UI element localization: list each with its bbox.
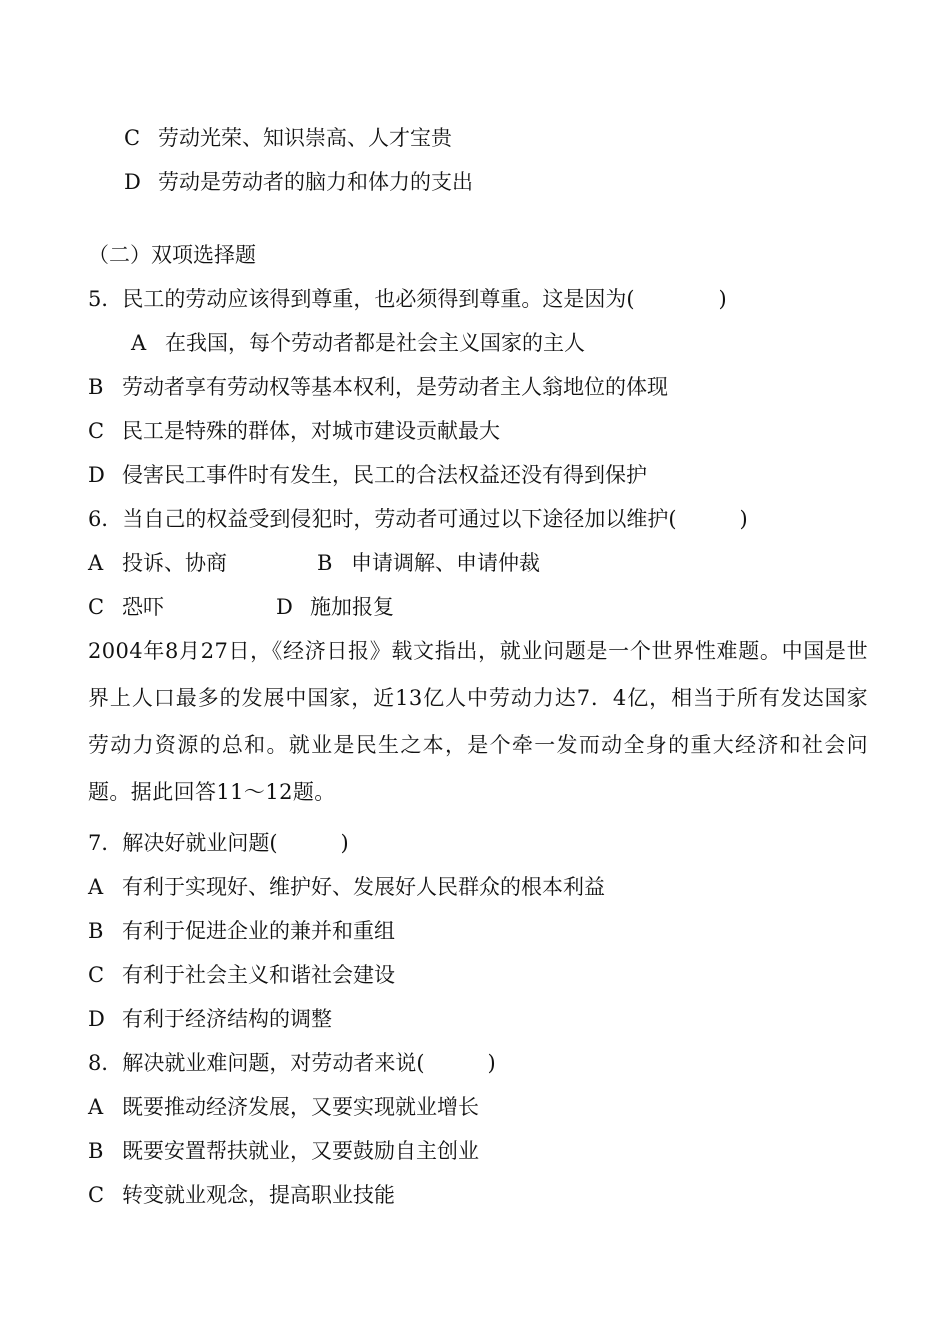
option-text: 既要推动经济发展，又要实现就业增长 xyxy=(122,1095,479,1119)
q8-option-c xyxy=(88,1181,395,1209)
option-text: 投诉、协商 xyxy=(122,551,227,575)
option-text: 劳动是劳动者的脑力和体力的支出 xyxy=(158,170,473,194)
option-letter: C xyxy=(88,1183,105,1207)
q5-option-d xyxy=(88,461,647,489)
option-text: 施加报复 xyxy=(310,595,394,619)
option-text: 有利于实现好、维护好、发展好人民群众的根本利益 xyxy=(122,875,605,899)
option-text: 有利于经济结构的调整 xyxy=(122,1007,332,1031)
option-letter: C xyxy=(88,963,105,987)
option-text: 转变就业观念，提高职业技能 xyxy=(122,1183,395,1207)
option-letter: B xyxy=(88,1139,104,1163)
q7-option-a xyxy=(88,873,605,901)
q6-option-a xyxy=(88,549,227,577)
q4-option-c xyxy=(124,124,452,152)
option-letter: D xyxy=(88,1007,105,1031)
reading-passage: 2004年8月27日，《经济日报》载文指出，就业问题是一个世界性难题。中国是世界上人口最多的发展中国家，近13亿人中劳动力达7．4亿，相当于所有发达国家劳动力资源的总和。就业是民生之本，是个牵一发而动全身的重大经济和社会问题。据此回答11～12题。 xyxy=(88,639,868,804)
option-text: 民工是特殊的群体，对城市建设贡献最大 xyxy=(122,419,500,443)
option-letter: A xyxy=(88,1095,104,1119)
option-letter: D xyxy=(124,170,141,194)
option-text: 有利于社会主义和谐社会建设 xyxy=(122,963,395,987)
q6-option-d xyxy=(276,593,394,621)
option-letter: A xyxy=(88,551,104,575)
q7-stem: 7．解决好就业问题( ) xyxy=(88,831,349,855)
option-text: 申请调解、申请仲裁 xyxy=(351,551,540,575)
option-text: 在我国，每个劳动者都是社会主义国家的主人 xyxy=(165,331,585,355)
q4-option-d xyxy=(124,168,473,196)
q8-option-b xyxy=(88,1137,479,1165)
option-text: 恐吓 xyxy=(122,595,164,619)
option-letter: A xyxy=(88,875,104,899)
option-text: 侵害民工事件时有发生，民工的合法权益还没有得到保护 xyxy=(122,463,647,487)
option-letter: A xyxy=(131,331,147,355)
section-title: （二）双项选择题 xyxy=(88,243,256,267)
option-letter: D xyxy=(88,463,105,487)
q5-option-a xyxy=(131,329,585,357)
option-text: 既要安置帮扶就业，又要鼓励自主创业 xyxy=(122,1139,479,1163)
q8-stem: 8．解决就业难问题，对劳动者来说( ) xyxy=(88,1051,496,1075)
q5-option-b xyxy=(88,373,668,401)
q5-stem: 5．民工的劳动应该得到尊重，也必须得到尊重。这是因为( ) xyxy=(88,287,727,311)
q7-option-b xyxy=(88,917,395,945)
q7-option-d xyxy=(88,1005,332,1033)
option-letter: C xyxy=(124,126,141,150)
q8-option-a xyxy=(88,1093,479,1121)
option-letter: C xyxy=(88,419,105,443)
q7-option-c xyxy=(88,961,395,989)
option-text: 有利于促进企业的兼并和重组 xyxy=(122,919,395,943)
q5-option-c xyxy=(88,417,500,445)
option-letter: D xyxy=(276,595,293,619)
option-letter: C xyxy=(88,595,105,619)
q6-stem: 6．当自己的权益受到侵犯时，劳动者可通过以下途径加以维护( ) xyxy=(88,507,748,531)
option-text: 劳动光荣、知识崇高、人才宝贵 xyxy=(158,126,452,150)
option-letter: B xyxy=(88,919,104,943)
q6-option-c xyxy=(88,593,164,621)
q6-option-b xyxy=(317,549,540,577)
option-letter: B xyxy=(317,551,333,575)
option-letter: B xyxy=(88,375,104,399)
option-text: 劳动者享有劳动权等基本权利，是劳动者主人翁地位的体现 xyxy=(122,375,668,399)
